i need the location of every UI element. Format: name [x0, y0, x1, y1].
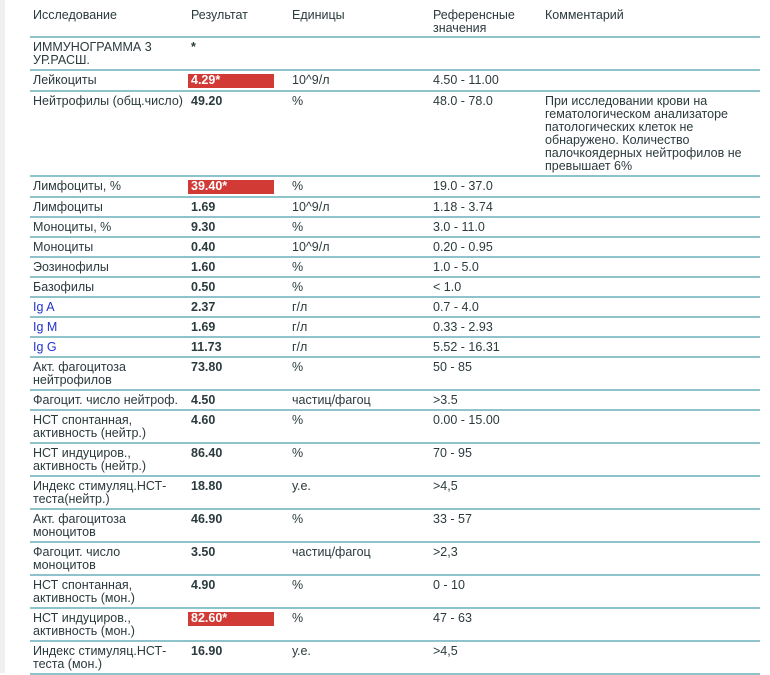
units-text: г/л — [292, 300, 308, 314]
reference-range — [430, 476, 542, 509]
reference-range — [430, 91, 542, 176]
units — [289, 277, 430, 297]
result-value-text: 49.20 — [191, 94, 223, 108]
reference-range-text: 1.18 - 3.74 — [433, 200, 493, 214]
result-value-text: 16.90 — [191, 644, 223, 658]
table-row — [30, 176, 760, 197]
test-name — [30, 37, 188, 70]
result-value-text: 3.50 — [191, 545, 216, 559]
units — [289, 257, 430, 277]
table-row — [30, 217, 760, 237]
result-value-text: 9.30 — [191, 220, 216, 234]
result-value-text: 4.90 — [191, 578, 216, 592]
result-value — [188, 509, 289, 542]
result-value — [188, 390, 289, 410]
test-name — [30, 443, 188, 476]
units-text: 10^9/л — [292, 73, 330, 87]
test-name — [30, 509, 188, 542]
comment — [542, 608, 760, 641]
reference-range — [430, 337, 542, 357]
test-name-text: Нейтрофилы (общ.число) — [33, 94, 183, 108]
header-units: Единицы — [289, 6, 430, 37]
reference-range — [430, 37, 542, 70]
test-name — [30, 257, 188, 277]
test-name-text: Моноциты, % — [33, 220, 112, 234]
reference-range — [430, 390, 542, 410]
units-text: % — [292, 94, 304, 108]
result-value — [188, 237, 289, 257]
comment — [542, 337, 760, 357]
units — [289, 641, 430, 674]
comment — [542, 443, 760, 476]
reference-range-text: 3.0 - 11.0 — [433, 220, 485, 234]
test-name-text: Базофилы — [33, 280, 95, 294]
reference-range — [430, 277, 542, 297]
reference-range-text: 0.20 - 0.95 — [433, 240, 493, 254]
comment — [542, 257, 760, 277]
comment — [542, 317, 760, 337]
result-value — [188, 257, 289, 277]
reference-range-text: 48.0 - 78.0 — [433, 94, 493, 108]
table-row — [30, 390, 760, 410]
test-name — [30, 217, 188, 237]
result-value-text: 0.50 — [191, 280, 216, 294]
comment — [542, 410, 760, 443]
result-value — [188, 277, 289, 297]
result-value — [188, 217, 289, 237]
abnormal-result-badge: 82.60* — [188, 612, 274, 626]
test-name — [30, 542, 188, 575]
table-row — [30, 608, 760, 641]
test-name — [30, 277, 188, 297]
reference-range-text: >4,5 — [433, 479, 458, 493]
units-text: частиц/фагоц — [292, 393, 371, 407]
test-name[interactable] — [30, 297, 188, 317]
test-name-text: Моноциты — [33, 240, 94, 254]
reference-range-text: < 1.0 — [433, 280, 462, 294]
reference-range — [430, 197, 542, 217]
results-table — [30, 6, 760, 675]
reference-range — [430, 257, 542, 277]
units — [289, 70, 430, 91]
test-name — [30, 91, 188, 176]
comment — [542, 357, 760, 390]
units — [289, 217, 430, 237]
reference-range-text: 70 - 95 — [433, 446, 472, 460]
units — [289, 237, 430, 257]
reference-range-text: 19.0 - 37.0 — [433, 179, 493, 193]
reference-range — [430, 357, 542, 390]
units — [289, 317, 430, 337]
comment — [542, 575, 760, 608]
comment — [542, 390, 760, 410]
result-value — [188, 641, 289, 674]
reference-range — [430, 542, 542, 575]
result-value-text: * — [191, 40, 196, 54]
comment-text: При исследовании крови на гематологическом анализаторе патологических клеток не обнаружено. Количество палочкоядерных нейтрофилов не превышает 6% — [545, 94, 742, 173]
units-text: % — [292, 413, 304, 427]
reference-range — [430, 509, 542, 542]
result-value — [188, 70, 289, 91]
comment — [542, 277, 760, 297]
units-text: % — [292, 280, 304, 294]
reference-range — [430, 641, 542, 674]
units — [289, 176, 430, 197]
units-text: г/л — [292, 320, 308, 334]
table-row — [30, 70, 760, 91]
table-row — [30, 443, 760, 476]
units-text: % — [292, 220, 304, 234]
test-name-text: Лейкоциты — [33, 73, 97, 87]
units-text: г/л — [292, 340, 308, 354]
units-text: % — [292, 260, 304, 274]
table-row — [30, 237, 760, 257]
result-value — [188, 297, 289, 317]
result-value — [188, 608, 289, 641]
table-row — [30, 509, 760, 542]
units-text: % — [292, 578, 304, 592]
test-name — [30, 641, 188, 674]
test-name-text: НСТ индуциров., активность (нейтр.) — [33, 446, 147, 473]
result-value — [188, 197, 289, 217]
result-value-text: 73.80 — [191, 360, 223, 374]
table-row — [30, 575, 760, 608]
table-row — [30, 197, 760, 217]
result-value — [188, 37, 289, 70]
test-name[interactable] — [30, 317, 188, 337]
test-name — [30, 575, 188, 608]
test-name-text: Эозинофилы — [33, 260, 109, 274]
units-text: % — [292, 611, 304, 625]
result-value — [188, 357, 289, 390]
result-value — [188, 337, 289, 357]
result-value-text: 1.69 — [191, 200, 216, 214]
comment — [542, 476, 760, 509]
reference-range-text: 4.50 - 11.00 — [433, 73, 499, 87]
result-value — [188, 176, 289, 197]
result-value-text: 86.40 — [191, 446, 223, 460]
result-value — [188, 443, 289, 476]
reference-range-text: >2,3 — [433, 545, 458, 559]
reference-range — [430, 297, 542, 317]
result-value — [188, 410, 289, 443]
reference-range — [430, 70, 542, 91]
comment — [542, 176, 760, 197]
units — [289, 410, 430, 443]
table-row — [30, 277, 760, 297]
comment — [542, 509, 760, 542]
units-text: % — [292, 179, 304, 193]
units — [289, 390, 430, 410]
header-reference: Референсные значения — [430, 6, 542, 37]
units — [289, 357, 430, 390]
test-name — [30, 410, 188, 443]
table-row — [30, 297, 760, 317]
result-value — [188, 575, 289, 608]
table-row — [30, 641, 760, 674]
test-name-text: Лимфоциты, % — [33, 179, 121, 193]
reference-range-text: >4,5 — [433, 644, 458, 658]
reference-range-text: 0.00 - 15.00 — [433, 413, 500, 427]
reference-range — [430, 237, 542, 257]
test-name-text: Фагоцит. число нейтроф. — [33, 393, 178, 407]
test-name — [30, 608, 188, 641]
comment — [542, 91, 760, 176]
units — [289, 575, 430, 608]
units-text: частиц/фагоц — [292, 545, 371, 559]
abnormal-result-badge: 4.29* — [188, 74, 274, 88]
result-value — [188, 317, 289, 337]
reference-range-text: 0.7 - 4.0 — [433, 300, 479, 314]
units-text: 10^9/л — [292, 240, 330, 254]
reference-range — [430, 176, 542, 197]
test-name — [30, 357, 188, 390]
abnormal-result-badge: 39.40* — [188, 180, 274, 194]
table-row — [30, 337, 760, 357]
test-name — [30, 476, 188, 509]
comment — [542, 237, 760, 257]
result-value-text: 2.37 — [191, 300, 216, 314]
result-value-text: 46.90 — [191, 512, 223, 526]
reference-range-text: 50 - 85 — [433, 360, 472, 374]
table-row — [30, 257, 760, 277]
reference-range-text: 0.33 - 2.93 — [433, 320, 493, 334]
units — [289, 91, 430, 176]
comment — [542, 542, 760, 575]
header-comment: Комментарий — [542, 6, 760, 37]
test-name-text: НСТ индуциров., активность (мон.) — [33, 611, 135, 638]
units-text: % — [292, 360, 304, 374]
test-name-text: Лимфоциты — [33, 200, 103, 214]
units — [289, 608, 430, 641]
test-name-text: НСТ спонтанная, активность (нейтр.) — [33, 413, 147, 440]
table-row — [30, 357, 760, 390]
result-value-text: 11.73 — [191, 340, 222, 354]
reference-range-text: 47 - 63 — [433, 611, 472, 625]
result-value-text: 1.60 — [191, 260, 216, 274]
result-value-text: 0.40 — [191, 240, 216, 254]
test-name-text[interactable]: Ig G — [33, 340, 57, 354]
reference-range — [430, 410, 542, 443]
result-value — [188, 542, 289, 575]
table-header — [30, 6, 760, 37]
test-name[interactable] — [30, 337, 188, 357]
reference-range-text: 5.52 - 16.31 — [433, 340, 500, 354]
test-name-text: Индекс стимуляц.НСТ-теста(нейтр.) — [33, 479, 167, 506]
comment — [542, 37, 760, 70]
test-name-text: НСТ спонтанная, активность (мон.) — [33, 578, 135, 605]
reference-range — [430, 317, 542, 337]
table-row — [30, 410, 760, 443]
test-name-text[interactable]: Ig M — [33, 320, 58, 334]
units — [289, 37, 430, 70]
comment — [542, 297, 760, 317]
units-text: у.е. — [292, 479, 311, 493]
test-name — [30, 237, 188, 257]
units-text: у.е. — [292, 644, 311, 658]
units-text: 10^9/л — [292, 200, 330, 214]
result-value-text: 4.60 — [191, 413, 216, 427]
left-gutter — [0, 0, 5, 673]
comment — [542, 641, 760, 674]
test-name-text: ИММУНОГРАММА 3 УР.РАСШ. — [33, 40, 152, 67]
table-row — [30, 542, 760, 575]
reference-range — [430, 443, 542, 476]
units-text: % — [292, 446, 304, 460]
comment — [542, 217, 760, 237]
comment — [542, 70, 760, 91]
table-row — [30, 476, 760, 509]
units — [289, 476, 430, 509]
test-name — [30, 70, 188, 91]
units — [289, 443, 430, 476]
table-row — [30, 317, 760, 337]
test-name-text: Индекс стимуляц.НСТ-теста (мон.) — [33, 644, 167, 671]
result-value-text: 1.69 — [191, 320, 216, 334]
reference-range — [430, 608, 542, 641]
units — [289, 542, 430, 575]
units — [289, 509, 430, 542]
result-value-text: 4.50 — [191, 393, 216, 407]
units-text: % — [292, 512, 304, 526]
table-row — [30, 37, 760, 70]
header-test: Исследование — [30, 6, 188, 37]
units — [289, 197, 430, 217]
units — [289, 337, 430, 357]
reference-range-text: 1.0 - 5.0 — [433, 260, 479, 274]
header-result: Результат — [188, 6, 289, 37]
reference-range — [430, 217, 542, 237]
test-name — [30, 390, 188, 410]
test-name — [30, 176, 188, 197]
reference-range-text: >3.5 — [433, 393, 458, 407]
test-name-text: Фагоцит. число моноцитов — [33, 545, 121, 572]
test-name-text: Акт. фагоцитоза нейтрофилов — [33, 360, 126, 387]
reference-range-text: 0 - 10 — [433, 578, 465, 592]
comment — [542, 197, 760, 217]
result-value-text: 18.80 — [191, 479, 223, 493]
units — [289, 297, 430, 317]
test-name-text[interactable]: Ig A — [33, 300, 55, 314]
table-row — [30, 91, 760, 176]
result-value — [188, 476, 289, 509]
result-value — [188, 91, 289, 176]
reference-range-text: 33 - 57 — [433, 512, 472, 526]
test-name — [30, 197, 188, 217]
reference-range — [430, 575, 542, 608]
test-name-text: Акт. фагоцитоза моноцитов — [33, 512, 126, 539]
